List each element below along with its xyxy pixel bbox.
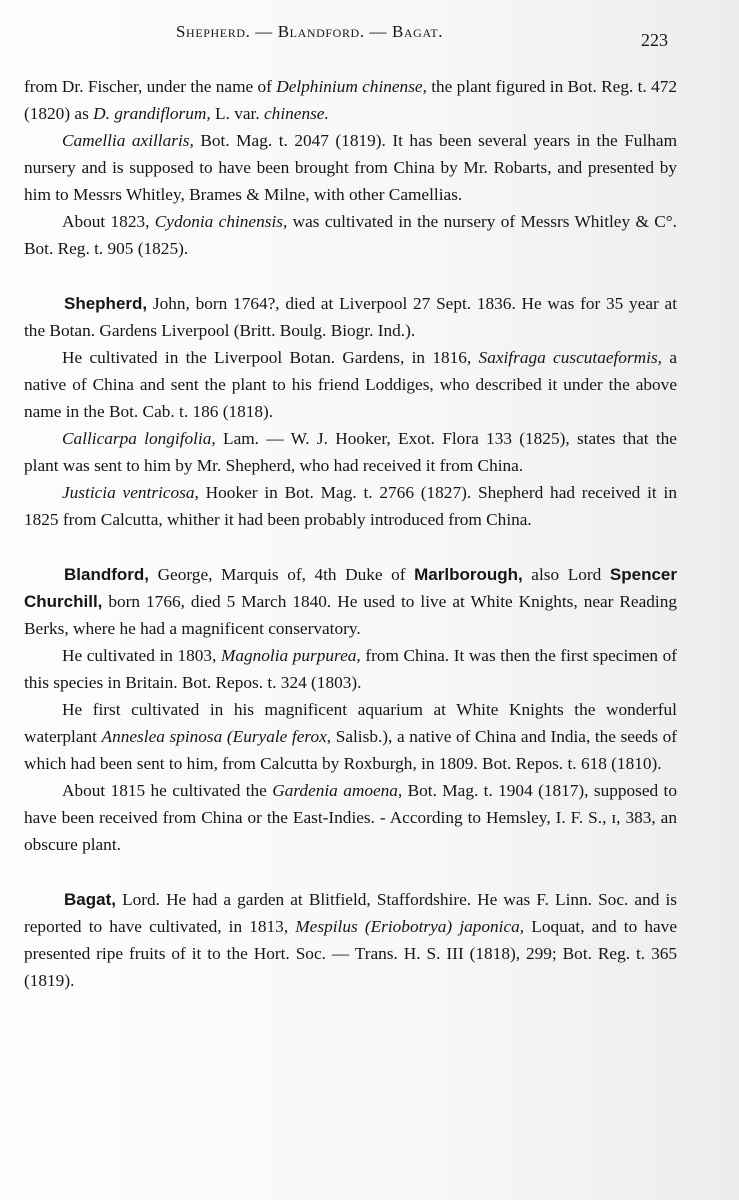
entry-name: Blandford, xyxy=(64,565,149,584)
entry-blandford: Blandford, George, Marquis of, 4th Duke of Marlborough, also Lord Spencer Churchill, born 1766, died 5 March 1840. He used to live at White Knights, near Reading Berks, where he had a magnificent conservatory. xyxy=(24,565,677,638)
entry-name: Bagat, xyxy=(64,890,116,909)
paragraph-camellia: Camellia axillaris, Bot. Mag. t. 2047 (1819). It has been several years in the Fulham nursery and is supposed to have been brought from China by Mr. Robarts, and presented by him to Messrs Whitley, Brames & Milne, with other Camellias. xyxy=(24,131,678,204)
paragraph-saxifraga: He cultivated in the Liverpool Botan. Gardens, in 1816, Saxifraga cuscutaeformis, a native of China and sent the plant to his friend Loddiges, who described it under the above name in the Bot. Cab. t. 186 (1818). xyxy=(24,348,677,421)
page-body xyxy=(24,73,677,994)
entry-name: Shepherd, xyxy=(64,294,148,313)
running-head: Shepherd. — Blandford. — Bagat. xyxy=(176,22,444,41)
paragraph-anneslea: He first cultivated in his magnificent aquarium at White Knights the wonderful waterplant Anneslea spinosa (Euryale ferox, Salisb.), a native of China and India, the seeds of which had been sent to him, from Calcutta by Roxburgh, in 1809. Bot. Repos. t. 618 (1810). xyxy=(24,700,677,773)
entry-shepherd: Shepherd, John, born 1764?, died at Liverpool 27 Sept. 1836. He was for 35 year at the Botan. Gardens Liverpool (Britt. Boulg. Biogr. Ind.). xyxy=(24,294,677,340)
paragraph-magnolia: He cultivated in 1803, Magnolia purpurea, from China. It was then the first specimen of this species in Britain. Bot. Repos. t. 324 (1803). xyxy=(24,646,677,692)
paragraph-justicia: Justicia ventricosa, Hooker in Bot. Mag. t. 2766 (1827). Shepherd had received it in 1825 from Calcutta, whither it had been probably introduced from China. xyxy=(24,483,677,529)
bold-name-marlborough: Marlborough, xyxy=(414,565,523,584)
page-number: 223 xyxy=(641,30,668,50)
paragraph-continuation: from Dr. Fischer, under the name of Delphinium chinense, the plant figured in Bot. Reg. t. 472 (1820) as D. grandiflorum, L. var. chinense. xyxy=(24,77,677,123)
bold-name-churchill: Spencer Churchill, xyxy=(24,565,677,611)
paragraph-callicarpa: Callicarpa longifolia, Lam. — W. J. Hooker, Exot. Flora 133 (1825), states that the plant was sent to him by Mr. Shepherd, who had received it from China. xyxy=(24,429,677,475)
paragraph-gardenia: About 1815 he cultivated the Gardenia amoena, Bot. Mag. t. 1904 (1817), supposed to have been received from China or the East-Indies. - According to Hemsley, I. F. S., ɪ, 383, an obscure plant. xyxy=(24,781,677,854)
paragraph-cydonia: About 1823, Cydonia chinensis, was cultivated in the nursery of Messrs Whitley & C°. Bot. Reg. t. 905 (1825). xyxy=(24,212,677,258)
entry-bagat: Bagat, Lord. He had a garden at Blitfield, Staffordshire. He was F. Linn. Soc. and is reported to have cultivated, in 1813, Mespilus (Eriobotrya) japonica, Loquat, and to have presented ripe fruits of it to the Hort. Soc. — Trans. H. S. III (1818), 299; Bot. Reg. t. 365 (1819). xyxy=(24,890,677,990)
